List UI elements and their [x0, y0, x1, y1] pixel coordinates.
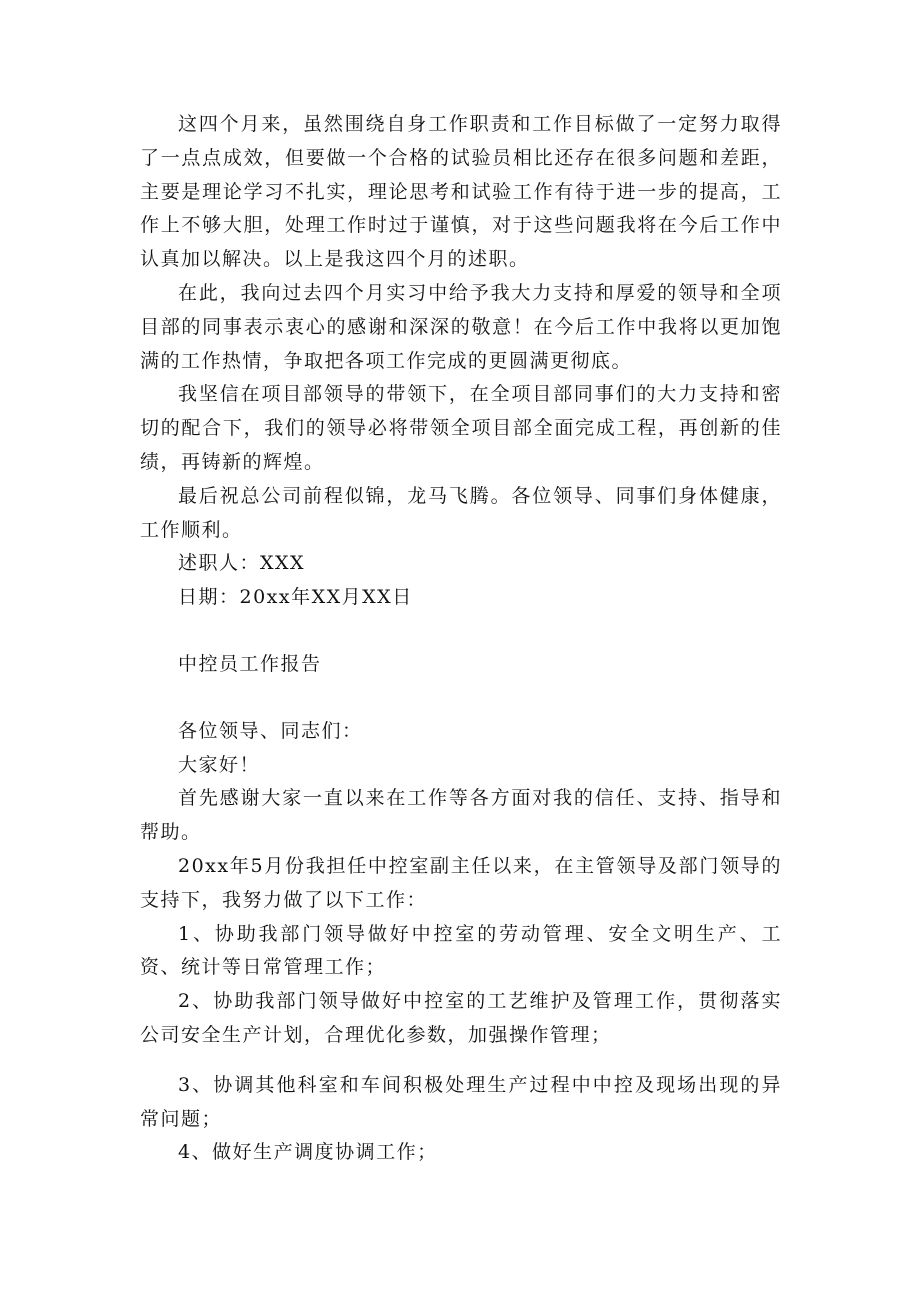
paragraph-intro: 20xx年5月份我担任中控室副主任以来，在主管领导及部门领导的支持下，我努力做了以下工作：: [140, 854, 782, 911]
list-item-1: 1、协助我部门领导做好中控室的劳动管理、安全文明生产、工资、统计等日常管理工作；: [140, 922, 782, 979]
paragraph-summary: 这四个月来，虽然围绕自身工作职责和工作目标做了一定努力取得了一点点成效，但要做一个合格的试验员相比还存在很多问题和差距，主要是理论学习不扎实，理论思考和试验工作有待于进一步的提高，工作上不够大胆，处理工作时过于谨慎，对于这些问题我将在今后工作中认真加以解决。以上是我这四个月的述职。: [140, 113, 782, 271]
paragraph-belief: 我坚信在项目部领导的带领下，在全项目部同事们的大力支持和密切的配合下，我们的领导必将带领全项目部全面完成工程，再创新的佳绩，再铸新的辉煌。: [140, 383, 782, 473]
section-gap: [140, 682, 782, 715]
paragraph-wishes: 最后祝总公司前程似锦，龙马飞腾。各位领导、同事们身体健康，工作顺利。: [140, 484, 782, 541]
report-title: 中控员工作报告: [178, 652, 322, 675]
list-item-2: 2、协助我部门领导做好中控室的工艺维护及管理工作，贯彻落实公司安全生产计划，合理优化参数，加强操作管理；: [140, 990, 782, 1046]
document-page: [140, 108, 782, 1170]
paragraph-gratitude: 首先感谢大家一直以来在工作等各方面对我的信任、支持、指导和帮助。: [140, 787, 782, 844]
paragraph-thanks: 在此，我向过去四个月实习中给予我大力支持和厚爱的领导和全项目部的同事表示衷心的感谢和深深的敬意！在今后工作中我将以更加饱满的工作热情，争取把各项工作完成的更圆满更彻底。: [140, 281, 782, 372]
list-item-4: 4、做好生产调度协调工作；: [178, 1141, 438, 1164]
signer-line: 述职人：XXX: [178, 552, 306, 575]
date-line: 日期：20xx年XX月XX日: [178, 586, 413, 609]
salutation: 各位领导、同志们：: [178, 719, 363, 742]
list-item-3: 3、协调其他科室和车间积极处理生产过程中中控及现场出现的异常问题；: [140, 1073, 782, 1130]
greeting: 大家好！: [178, 753, 261, 776]
item-gap: [140, 1053, 782, 1069]
section-gap: [140, 615, 782, 648]
